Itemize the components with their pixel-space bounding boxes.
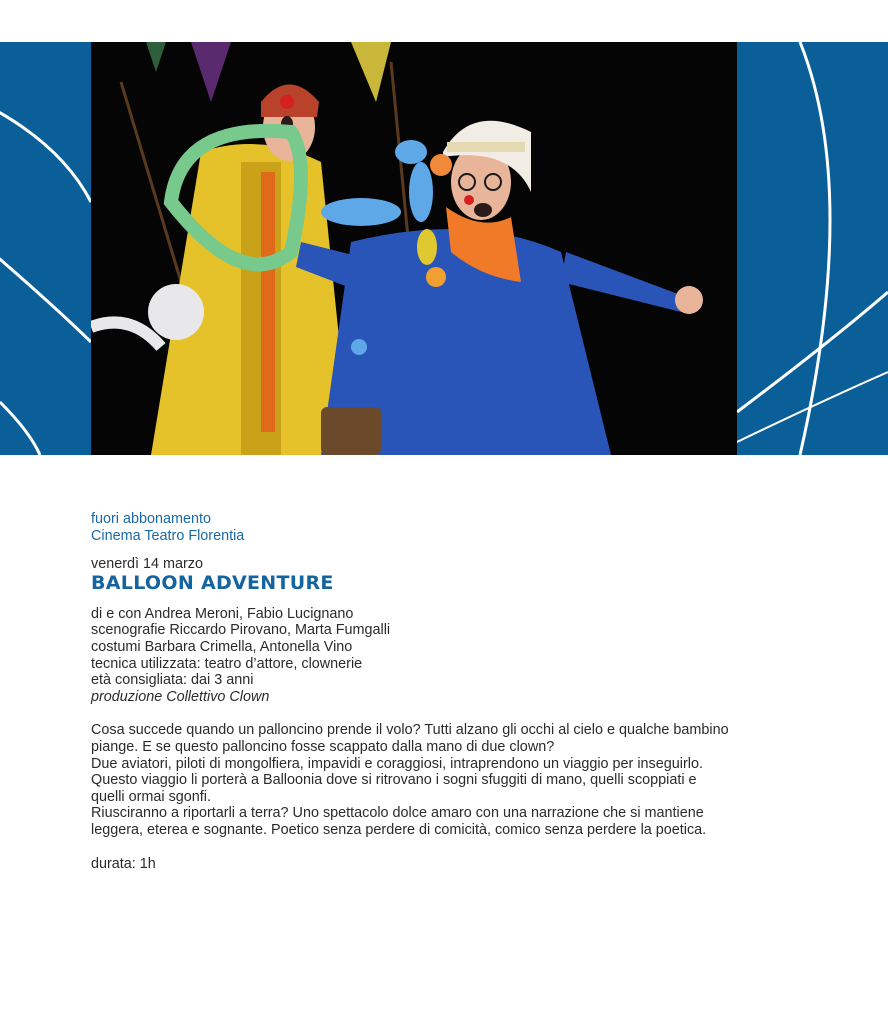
description-line: Due aviatori, piloti di mongolfiera, impavidi e coraggiosi, intraprendono un viaggio per inseguirlo. <box>91 755 703 772</box>
description-line: piange. E se questo palloncino fosse scappato dalla mano di due clown? <box>91 738 555 755</box>
credit-line: scenografie Riccardo Pirovano, Marta Fumgalli <box>91 622 391 639</box>
event-title: BALLOON ADVENTURE <box>91 571 334 594</box>
clown-performers-photo <box>91 42 737 455</box>
credit-line: tecnica utilizzata: teatro d’attore, clownerie <box>91 655 363 672</box>
credit-line: costumi Barbara Crimella, Antonella Vino <box>91 638 353 655</box>
credit-line: di e con Andrea Meroni, Fabio Lucignano <box>91 605 354 622</box>
event-details <box>91 511 791 872</box>
series-label: fuori abbonamento <box>91 511 212 527</box>
description-line: quelli ormai sgonfi. <box>91 788 211 805</box>
description-line: Questo viaggio li porterà a Balloonia dove si ritrovano i sogni sfuggiti di mano, quelli scoppiati e <box>91 772 697 789</box>
credit-line: età consigliata: dai 3 anni <box>91 672 254 689</box>
duration-label: durata: 1h <box>91 855 156 872</box>
header-banner <box>0 42 888 455</box>
description-line: leggera, eterea e sognante. Poetico senza perdere di comicità, comico senza perdere la poetica. <box>91 821 707 838</box>
description-line: Riusciranno a riportarli a terra? Uno spettacolo dolce amaro con una narrazione che si mantiene <box>91 805 704 822</box>
description-line: Cosa succede quando un palloncino prende il volo? Tutti alzano gli occhi al cielo e qualche bambino <box>91 722 729 739</box>
credits-list <box>91 606 791 706</box>
venue-label: Cinema Teatro Florentia <box>91 527 245 544</box>
description <box>91 722 791 838</box>
production-credit: produzione Collettivo Clown <box>91 688 270 705</box>
event-date: venerdì 14 marzo <box>91 556 203 573</box>
